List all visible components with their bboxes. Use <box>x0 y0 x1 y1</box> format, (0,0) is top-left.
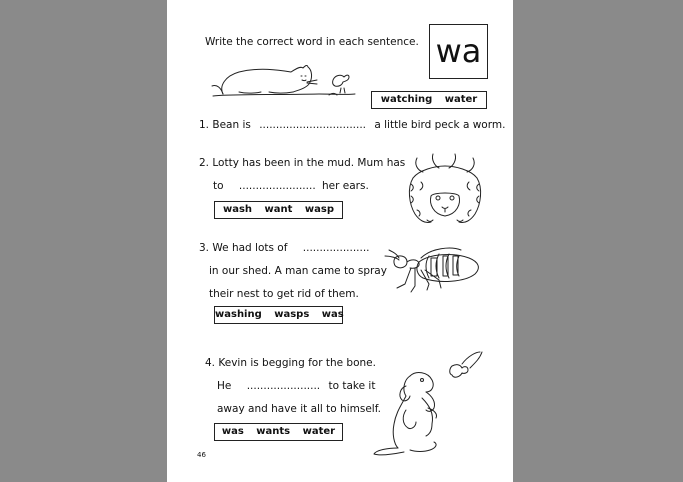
q3-number: 3. <box>199 242 210 254</box>
wasp-picture <box>381 244 481 296</box>
q1-blank[interactable]: ................................ <box>259 119 367 131</box>
q2-part2: to <box>213 180 224 192</box>
q1-number: 1. <box>199 119 210 131</box>
q2-blank[interactable]: ....................... <box>238 180 316 192</box>
word-box-q1: watching water <box>371 91 487 109</box>
worksheet-page <box>167 0 513 482</box>
cat-watching-bird-picture <box>209 58 359 100</box>
q1-part1: Bean is <box>212 119 251 131</box>
q4-number: 4. <box>205 357 216 369</box>
q2-part3: her ears. <box>322 180 369 192</box>
q4-blank[interactable]: ...................... <box>246 380 321 392</box>
dog-ears-washing-picture <box>407 152 487 228</box>
page-number: 46 <box>197 451 206 459</box>
q3-line2: in our shed. A man came to spray <box>209 265 387 277</box>
q4-part1: Kevin is begging for the bone. <box>218 357 376 369</box>
q4-line3: away and have it all to himself. <box>217 403 381 415</box>
q3-part1: We had lots of <box>212 242 288 254</box>
q1-text <box>199 119 505 132</box>
q2-line1 <box>199 157 405 170</box>
q4-part2: He <box>217 380 232 392</box>
q3-blank[interactable]: .................... <box>302 242 370 254</box>
q1-part2: a little bird peck a worm. <box>374 119 506 131</box>
instruction-text: Write the correct word in each sentence. <box>205 36 419 48</box>
q2-part1: Lotty has been in the mud. Mum has <box>212 157 406 169</box>
dog-begging-bone-picture <box>370 350 492 460</box>
q4-line2 <box>217 380 375 393</box>
q3-line3: their nest to get rid of them. <box>209 288 359 300</box>
q4-part3: to take it <box>328 380 376 392</box>
q2-line2 <box>213 180 369 193</box>
word-box-q3: washing wasps was <box>214 306 343 324</box>
q4-line1 <box>205 357 376 370</box>
word-box-q4: was wants water <box>214 423 343 441</box>
word-box-q2: wash want wasp <box>214 201 343 219</box>
q3-line1 <box>199 242 370 255</box>
q2-number: 2. <box>199 157 210 169</box>
phonics-letters-box: wa <box>429 24 488 79</box>
